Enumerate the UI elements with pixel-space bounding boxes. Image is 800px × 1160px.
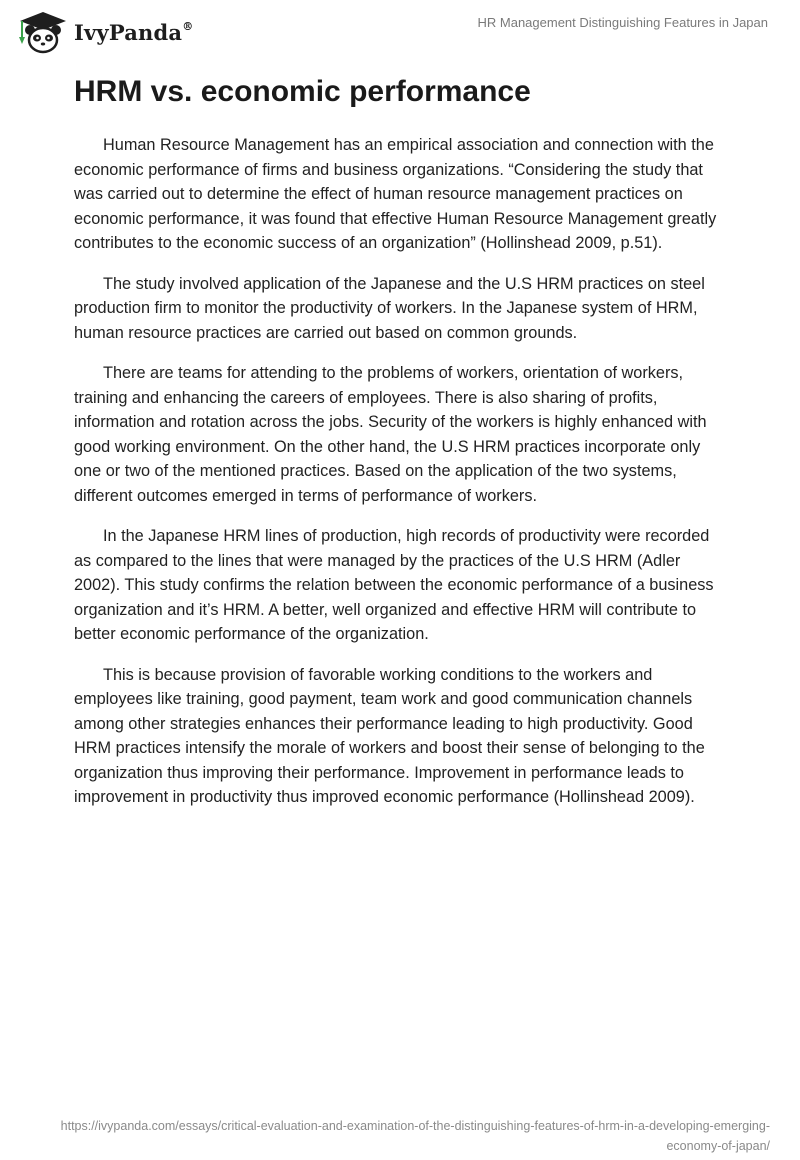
paragraph: In the Japanese HRM lines of production, high records of productivity were recorded as compared to the lines that were managed by the practices of the U.S HRM (Adler 2002). This study confirms the relation between the economic performance of a business organization and it’s HRM. A better, well organized and effective HRM will contribute to better economic performance of the organization.	[74, 527, 714, 643]
paragraph: Human Resource Management has an empirical association and connection with the economic performance of firms and business organizations. “Considering the study that was carried out to determine the effect of human resource management practices on economic performance, it was found that effective Human Resource Management greatly contributes to the economic success of an organization” (Hollinshead 2009, p.51).	[74, 136, 717, 252]
panda-graduate-icon	[14, 10, 72, 54]
section-heading: HRM vs. economic performance	[74, 75, 531, 108]
document-title: HR Management Distinguishing Features in Japan	[477, 15, 768, 30]
paragraph: There are teams for attending to the problems of workers, orientation of workers, training and enhancing the careers of employees. There is also sharing of profits, information and rotation across the jobs. Security of the workers is highly enhanced with good working environment. On the other hand, the U.S HRM practices incorporate only one or two of the mentioned practices. Based on the application of the two systems, different outcomes emerged in terms of performance of workers.	[74, 364, 707, 505]
logo-text: IvyPanda®	[74, 19, 194, 45]
paragraph: The study involved application of the Japanese and the U.S HRM practices on steel production firm to monitor the productivity of workers. In the Japanese system of HRM, human resource practices are carried out based on common grounds.	[74, 274, 705, 342]
paragraph: This is because provision of favorable working conditions to the workers and employees like training, good payment, team work and good communication channels among other strategies enhances their performance leading to high productivity. Good HRM practices intensify the morale of workers and boost their sense of belonging to the organization thus improving their performance. Improvement in performance leads to improvement in productivity thus improved economic performance (Hollinshead 2009).	[74, 665, 705, 806]
ivypanda-logo[interactable]	[14, 10, 193, 54]
article-body	[74, 133, 726, 826]
source-url[interactable]: https://ivypanda.com/essays/critical-evaluation-and-examination-of-the-distinguishing-features-of-hrm-in-a-developing-emerging-economy-of-japan/	[60, 1119, 770, 1153]
registered-mark: ®	[182, 19, 194, 33]
